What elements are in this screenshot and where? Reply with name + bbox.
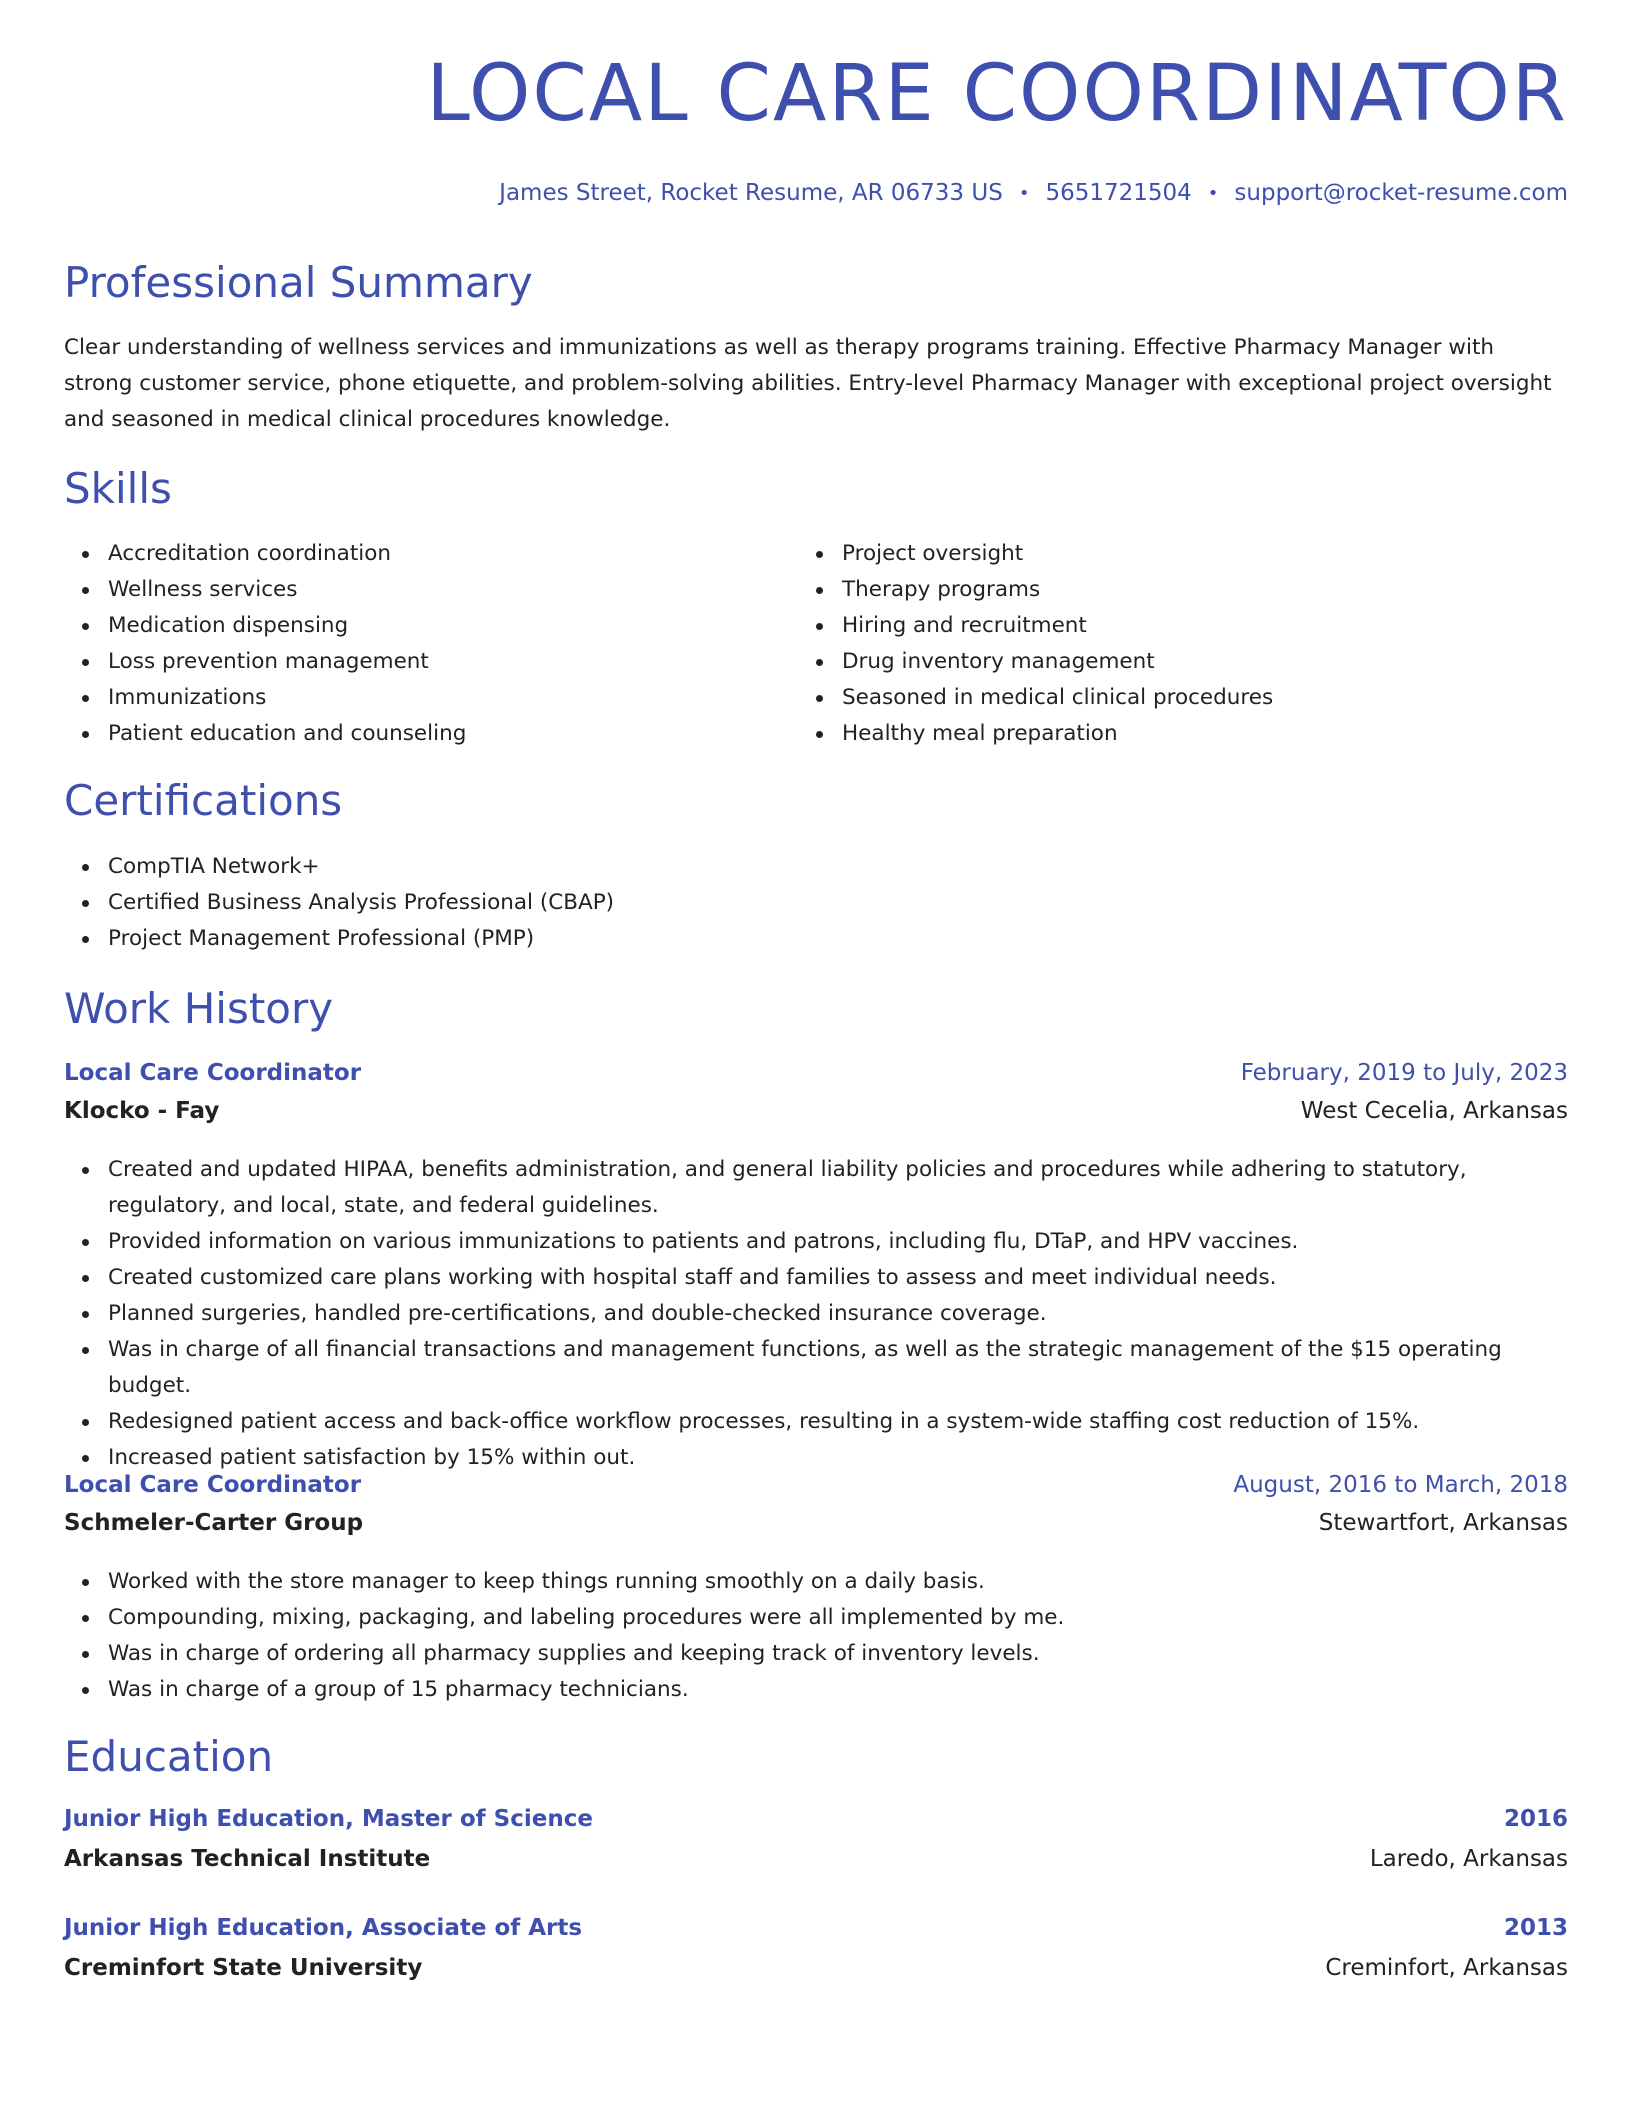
certification-item: Certified Business Analysis Professional (CBAP)	[108, 885, 614, 921]
job-location: West Cecelia, Arkansas	[1300, 1098, 1568, 1124]
skill-item: Project oversight	[842, 536, 1273, 572]
job-company: Klocko - Fay	[64, 1098, 220, 1124]
job-dates: February, 2019 to July, 2023	[1240, 1060, 1568, 1086]
job-header	[64, 1472, 1568, 1498]
summary-heading: Professional Summary	[64, 258, 533, 307]
education-school-row	[64, 1955, 1568, 1981]
job-location: Stewartfort, Arkansas	[1318, 1510, 1568, 1536]
job-duty: Redesigned patient access and back-office workflow processes, resulting in a system-wide staffing cost reduction of 15%.	[108, 1404, 1568, 1440]
skill-item: Healthy meal preparation	[842, 716, 1273, 752]
work-heading: Work History	[64, 984, 334, 1033]
job-duty: Was in charge of ordering all pharmacy supplies and keeping track of inventory levels.	[108, 1636, 1568, 1672]
contact-separator: •	[1018, 182, 1030, 204]
education-year: 2013	[1503, 1915, 1568, 1941]
certifications-list	[64, 849, 614, 957]
job-duty: Was in charge of a group of 15 pharmacy technicians.	[108, 1672, 1568, 1708]
job-duty: Provided information on various immunizations to patients and patrons, including flu, DTaP, and HPV vaccines.	[108, 1224, 1568, 1260]
job-duty: Worked with the store manager to keep things running smoothly on a daily basis.	[108, 1564, 1568, 1600]
skill-item: Medication dispensing	[108, 608, 466, 644]
job-duty: Compounding, mixing, packaging, and labeling procedures were all implemented by me.	[108, 1600, 1568, 1636]
contact-separator: •	[1207, 182, 1219, 204]
education-header	[64, 1915, 1568, 1941]
job-duties	[64, 1564, 1568, 1708]
contact-address: James Street, Rocket Resume, AR 06733 US	[499, 180, 1003, 206]
skill-item: Wellness services	[108, 572, 466, 608]
job-title: Local Care Coordinator	[64, 1472, 362, 1498]
certifications-heading: Certifications	[64, 776, 343, 825]
resume-name: LOCAL CARE COORDINATOR	[426, 49, 1568, 139]
skills-heading: Skills	[64, 464, 172, 513]
job-duty: Increased patient satisfaction by 15% within out.	[108, 1440, 1568, 1476]
skill-item: Seasoned in medical clinical procedures	[842, 680, 1273, 716]
skills-list-left	[64, 536, 466, 752]
education-header	[64, 1806, 1568, 1832]
job-title: Local Care Coordinator	[64, 1060, 362, 1086]
job-header	[64, 1060, 1568, 1086]
skill-item: Therapy programs	[842, 572, 1273, 608]
job-duties	[64, 1152, 1568, 1476]
skill-item: Loss prevention management	[108, 644, 466, 680]
education-heading: Education	[64, 1732, 274, 1781]
education-degree: Junior High Education, Master of Science	[64, 1806, 593, 1832]
skill-item: Drug inventory management	[842, 644, 1273, 680]
skill-item: Patient education and counseling	[108, 716, 466, 752]
job-company: Schmeler-Carter Group	[64, 1510, 364, 1536]
job-duty: Was in charge of all financial transactions and management functions, as well as the strategic management of the $15 operating budget.	[108, 1332, 1568, 1404]
education-location: Creminfort, Arkansas	[1325, 1955, 1568, 1981]
job-dates: August, 2016 to March, 2018	[1233, 1472, 1568, 1498]
summary-text: Clear understanding of wellness services and immunizations as well as therapy programs training. Effective Pharmacy Manager with strong customer service, phone etiquette, and problem-solving abilities. Entry-level Pharmacy Manager with exceptional project oversight and seasoned in medical clinical procedures knowledge.	[64, 335, 1552, 432]
certification-item: CompTIA Network+	[108, 849, 614, 885]
job-employer	[64, 1510, 1568, 1536]
certification-item: Project Management Professional (PMP)	[108, 921, 614, 957]
education-school: Arkansas Technical Institute	[64, 1846, 431, 1872]
job-employer	[64, 1098, 1568, 1124]
job-duty: Planned surgeries, handled pre-certifications, and double-checked insurance coverage.	[108, 1296, 1568, 1332]
contact-line	[499, 180, 1568, 206]
skill-item: Accreditation coordination	[108, 536, 466, 572]
contact-email: support@rocket-resume.com	[1234, 180, 1568, 206]
education-school-row	[64, 1846, 1568, 1872]
skills-list-right	[798, 536, 1273, 752]
skill-item: Immunizations	[108, 680, 466, 716]
education-location: Laredo, Arkansas	[1369, 1846, 1568, 1872]
contact-phone: 5651721504	[1045, 180, 1192, 206]
education-school: Creminfort State University	[64, 1955, 423, 1981]
skill-item: Hiring and recruitment	[842, 608, 1273, 644]
education-degree: Junior High Education, Associate of Arts	[64, 1915, 583, 1941]
education-year: 2016	[1503, 1806, 1568, 1832]
job-duty: Created customized care plans working with hospital staff and families to assess and meet individual needs.	[108, 1260, 1568, 1296]
job-duty: Created and updated HIPAA, benefits administration, and general liability policies and procedures while adhering to statutory, regulatory, and local, state, and federal guidelines.	[108, 1152, 1568, 1224]
